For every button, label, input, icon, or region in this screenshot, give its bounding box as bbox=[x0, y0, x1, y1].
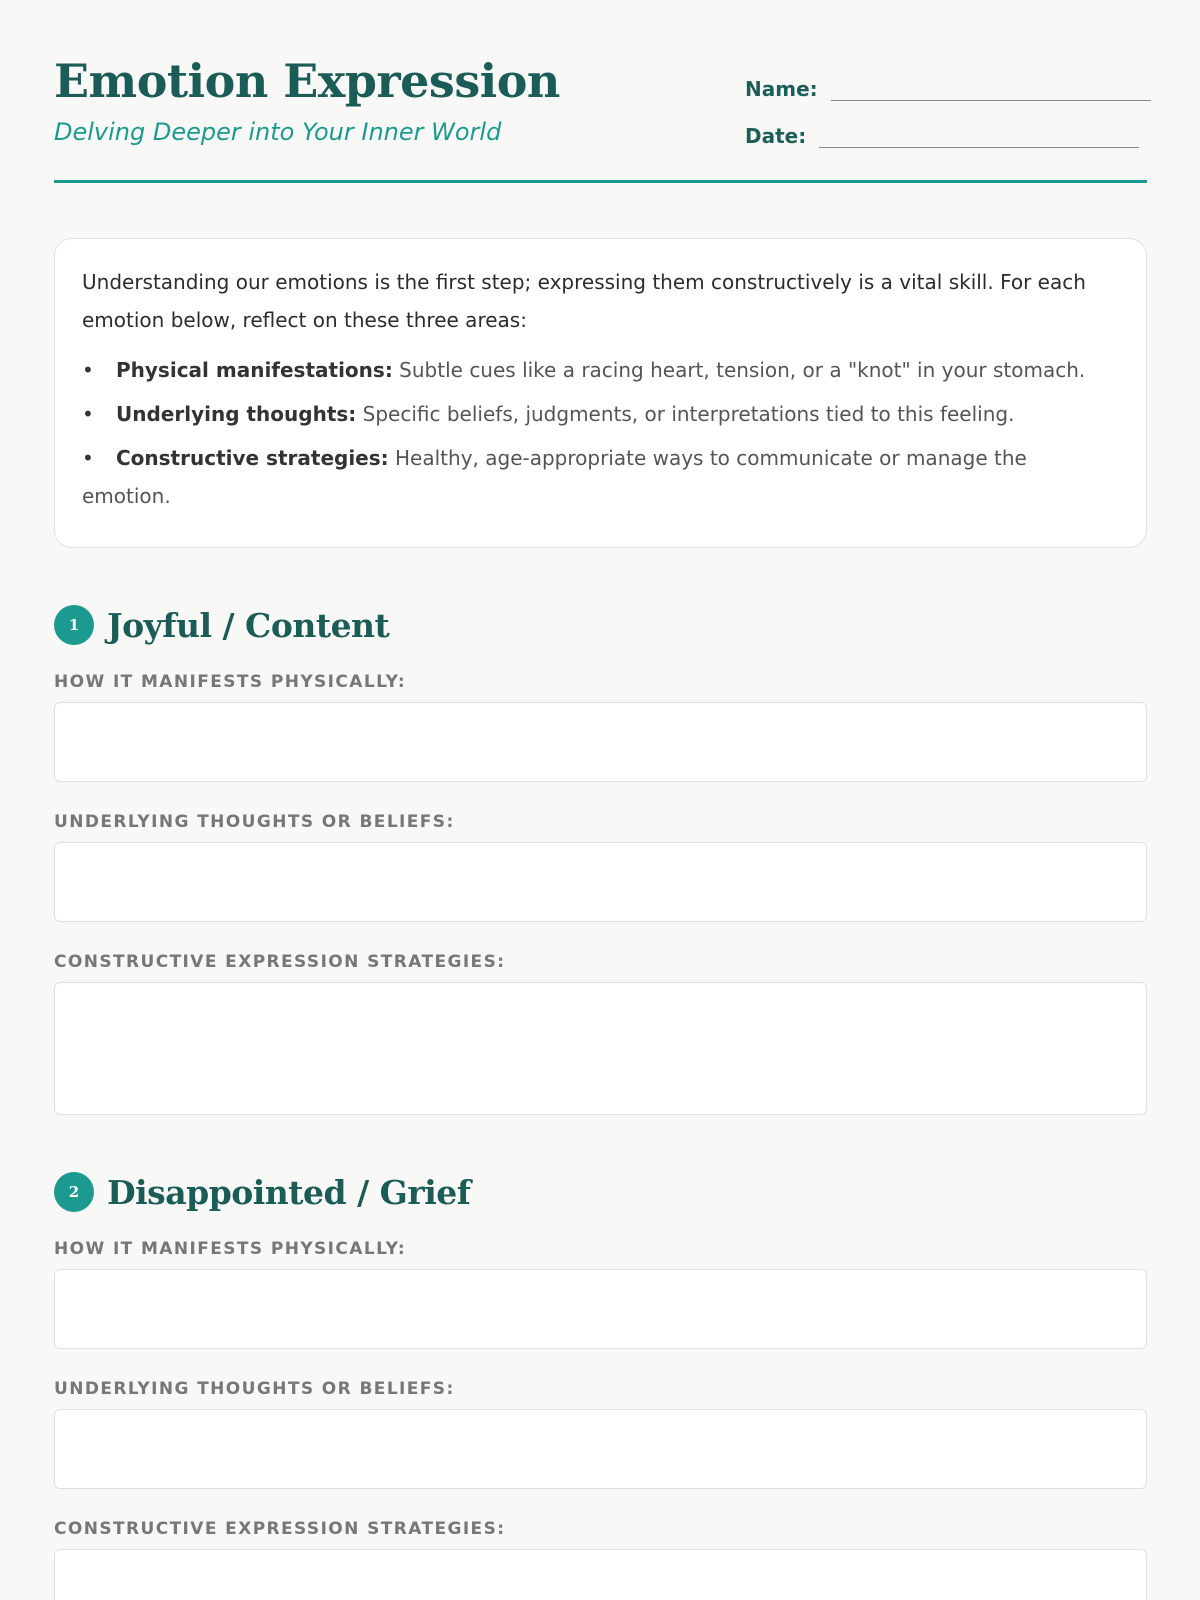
page-title: Emotion Expression bbox=[54, 54, 560, 108]
page-subtitle: Delving Deeper into Your Inner World bbox=[54, 118, 502, 146]
intro-card bbox=[54, 238, 1147, 548]
header-divider bbox=[54, 180, 1147, 183]
bullet-icon: • bbox=[82, 358, 94, 382]
intro-paragraph: Understanding our emotions is the first step; expressing them constructively is a vital skill. For each emotion below, reflect on these three areas: bbox=[82, 270, 1086, 332]
underlying-thoughts-input[interactable] bbox=[54, 842, 1147, 922]
date-label: Date: bbox=[745, 124, 807, 148]
expression-strategies-input[interactable] bbox=[54, 1549, 1147, 1600]
list-item bbox=[82, 439, 1120, 515]
list-item bbox=[82, 395, 1120, 433]
section-number-badge: 1 bbox=[54, 605, 94, 645]
date-field[interactable] bbox=[819, 121, 1139, 148]
list-item-term: Underlying thoughts: bbox=[116, 402, 357, 426]
physical-manifestation-input[interactable] bbox=[54, 1269, 1147, 1349]
expression-strategies-input[interactable] bbox=[54, 982, 1147, 1115]
intro-list bbox=[82, 351, 1120, 515]
section-title: Disappointed / Grief bbox=[107, 1172, 471, 1212]
underlying-thoughts-input[interactable] bbox=[54, 1409, 1147, 1489]
list-item-term: Physical manifestations: bbox=[116, 358, 393, 382]
list-item bbox=[82, 351, 1120, 389]
list-item-text: Specific beliefs, judgments, or interpretations tied to this feeling. bbox=[356, 402, 1015, 426]
name-label: Name: bbox=[745, 77, 818, 101]
field-label-thoughts: UNDERLYING THOUGHTS OR BELIEFS: bbox=[54, 812, 455, 832]
date-row bbox=[745, 121, 1139, 148]
name-row bbox=[745, 74, 1151, 101]
field-label-physical: HOW IT MANIFESTS PHYSICALLY: bbox=[54, 1239, 407, 1259]
section-heading-2 bbox=[54, 1172, 470, 1212]
list-item-term: Constructive strategies: bbox=[116, 446, 389, 470]
section-number-badge: 2 bbox=[54, 1172, 94, 1212]
list-item-text: Healthy, age-appropriate ways to communicate or manage the emotion. bbox=[82, 446, 1027, 508]
section-heading-1 bbox=[54, 605, 389, 645]
header bbox=[54, 0, 1147, 184]
field-label-strategies: CONSTRUCTIVE EXPRESSION STRATEGIES: bbox=[54, 952, 506, 972]
list-item-text: Subtle cues like a racing heart, tension, or a "knot" in your stomach. bbox=[392, 358, 1086, 382]
field-label-thoughts: UNDERLYING THOUGHTS OR BELIEFS: bbox=[54, 1379, 455, 1399]
section-title: Joyful / Content bbox=[107, 605, 390, 645]
bullet-icon: • bbox=[82, 446, 94, 470]
physical-manifestation-input[interactable] bbox=[54, 702, 1147, 782]
field-label-strategies: CONSTRUCTIVE EXPRESSION STRATEGIES: bbox=[54, 1519, 506, 1539]
bullet-icon: • bbox=[82, 402, 94, 426]
field-label-physical: HOW IT MANIFESTS PHYSICALLY: bbox=[54, 672, 407, 692]
name-field[interactable] bbox=[831, 74, 1151, 101]
worksheet-page bbox=[54, 0, 1147, 1539]
